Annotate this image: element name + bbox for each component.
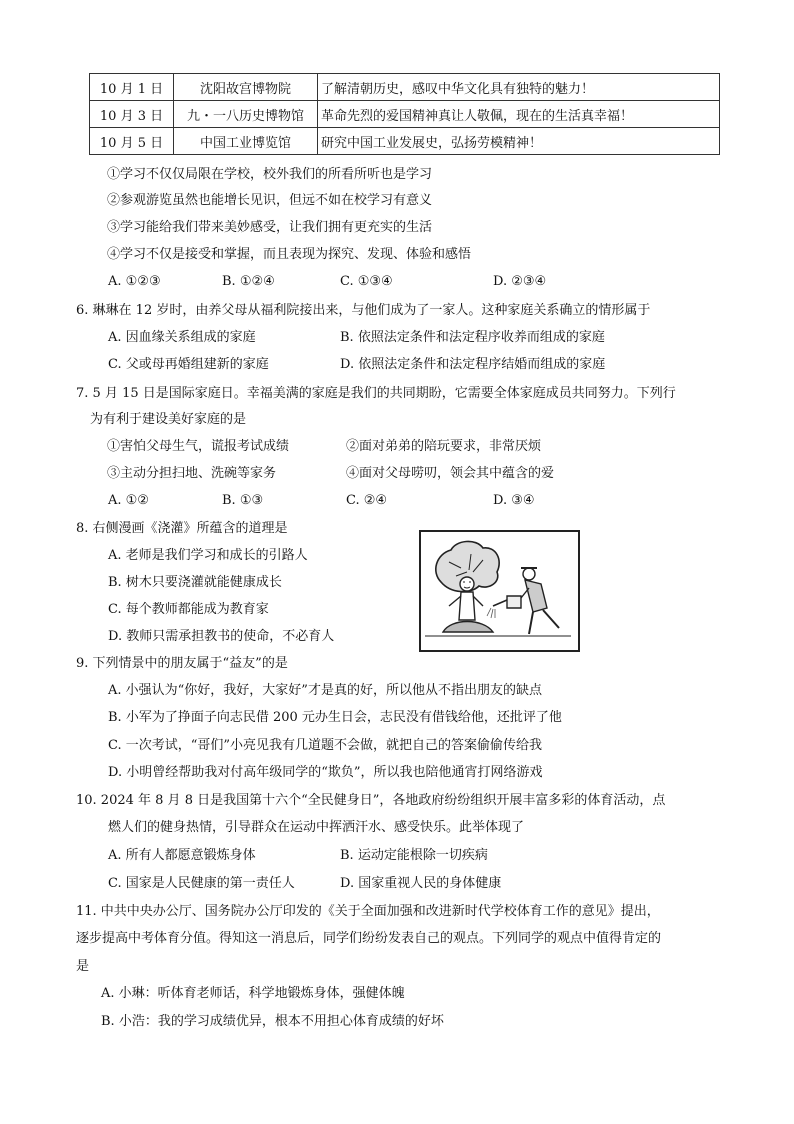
q9-option-c: C. 一次考试，“哥们”小亮见我有几道题不会做，就把自己的答案偷偷传给我 <box>108 738 543 753</box>
q6-option-a: A. 因血缘关系组成的家庭 <box>108 330 256 345</box>
q10-option-c: C. 国家是人民健康的第一责任人 <box>108 876 295 891</box>
q7-option-b: B. ①③ <box>222 493 264 508</box>
table-row <box>90 74 720 101</box>
q8-option-d: D. 教师只需承担教书的使命，不必育人 <box>108 629 335 644</box>
q5-option-d: D. ②③④ <box>493 274 547 289</box>
note-cell: 革命先烈的爱国精神真让人敬佩，现在的生活真幸福！ <box>318 101 720 128</box>
date-cell: 10 月 3 日 <box>90 101 174 128</box>
table-row <box>90 128 720 155</box>
place-cell: 沈阳故宫博物院 <box>174 74 318 101</box>
q11-option-b: B. 小浩：我的学习成绩优异，根本不用担心体育成绩的好坏 <box>101 1014 444 1029</box>
q11-stem-line-1: 11. 中共中央办公厅、国务院办公厅印发的《关于全面加强和改进新时代学校体育工作的意见》提出， <box>76 904 660 919</box>
q6-option-b: B. 依照法定条件和法定程序收养而组成的家庭 <box>340 330 605 345</box>
cartoon-drawing <box>421 532 578 650</box>
q6-option-c: C. 父或母再婚组建新的家庭 <box>108 357 269 372</box>
q9-option-b: B. 小军为了挣面子向志民借 200 元办生日会，志民没有借钱给他，还批评了他 <box>108 710 562 725</box>
q7-statement-4: ④面对父母唠叨，领会其中蕴含的爱 <box>346 466 555 481</box>
q7-stem-line-2: 为有利于建设美好家庭的是 <box>90 412 247 427</box>
q7-option-d: D. ③④ <box>493 493 535 508</box>
q7-option-a: A. ①② <box>108 493 149 508</box>
q9-option-a: A. 小强认为“你好，我好，大家好”才是真的好，所以他从不指出朋友的缺点 <box>108 683 542 698</box>
place-cell: 中国工业博览馆 <box>174 128 318 155</box>
q8-stem: 8. 右侧漫画《浇灌》所蕴含的道理是 <box>76 521 288 536</box>
date-cell: 10 月 5 日 <box>90 128 174 155</box>
q5-option-a: A. ①②③ <box>108 274 161 289</box>
q9-stem: 9. 下列情景中的朋友属于“益友”的是 <box>76 656 288 671</box>
q10-stem-line-2: 燃人们的健身热情，引导群众在运动中挥洒汗水、感受快乐。此举体现了 <box>108 820 525 835</box>
visit-record-table <box>89 73 720 155</box>
q7-statement-1: ①害怕父母生气，谎报考试成绩 <box>107 439 290 454</box>
q10-option-d: D. 国家重视人民的身体健康 <box>340 876 502 891</box>
q7-option-c: C. ②④ <box>346 493 388 508</box>
date-cell: 10 月 1 日 <box>90 74 174 101</box>
q10-stem-line-1: 10. 2024 年 8 月 8 日是我国第十六个“全民健身日”，各地政府纷纷组织开展丰富多彩的体育活动，点 <box>76 793 666 808</box>
q5-statement-1: ①学习不仅仅局限在学校，校外我们的所看所听也是学习 <box>107 167 433 182</box>
q10-option-b: B. 运动定能根除一切疾病 <box>340 848 488 863</box>
q8-option-c: C. 每个教师都能成为教育家 <box>108 602 269 617</box>
q8-option-a: A. 老师是我们学习和成长的引路人 <box>108 548 308 563</box>
q11-stem-line-3: 是 <box>76 959 90 974</box>
q7-statement-2: ②面对弟弟的陪玩要求，非常厌烦 <box>346 439 542 454</box>
q5-statement-4: ④学习不仅是接受和掌握，而且表现为探究、发现、体验和感悟 <box>107 247 472 262</box>
q5-option-c: C. ①③④ <box>340 274 393 289</box>
q10-option-a: A. 所有人都愿意锻炼身体 <box>108 848 256 863</box>
q8-option-b: B. 树木只要浇灌就能健康成长 <box>108 575 282 590</box>
q5-option-b: B. ①②④ <box>222 274 275 289</box>
q6-option-d: D. 依照法定条件和法定程序结婚而组成的家庭 <box>340 357 606 372</box>
note-cell: 研究中国工业发展史，弘扬劳模精神！ <box>318 128 720 155</box>
note-cell: 了解清朝历史，感叹中华文化具有独特的魅力！ <box>318 74 720 101</box>
place-cell: 九・一八历史博物馆 <box>174 101 318 128</box>
q6-stem: 6. 琳琳在 12 岁时，由养父母从福利院接出来，与他们成为了一家人。这种家庭关系确立的情形属于 <box>76 303 651 318</box>
watering-cartoon <box>419 530 580 652</box>
table-row <box>90 101 720 128</box>
q5-statement-2: ②参观游览虽然也能增长见识，但远不如在校学习有意义 <box>107 193 433 208</box>
q7-statement-3: ③主动分担扫地、洗碗等家务 <box>107 466 277 481</box>
q7-stem-line-1: 7. 5 月 15 日是国际家庭日。幸福美满的家庭是我们的共同期盼，它需要全体家庭成员共同努力。下列行 <box>76 386 676 401</box>
q9-option-d: D. 小明曾经帮助我对付高年级同学的“欺负”，所以我也陪他通宵打网络游戏 <box>108 765 543 780</box>
q5-statement-3: ③学习能给我们带来美妙感受，让我们拥有更充实的生活 <box>107 220 433 235</box>
q11-stem-line-2: 逐步提高中考体育分值。得知这一消息后，同学们纷纷发表自己的观点。下列同学的观点中值得肯定的 <box>76 931 662 946</box>
q11-option-a: A. 小琳：听体育老师话，科学地锻炼身体，强健体魄 <box>101 986 405 1001</box>
